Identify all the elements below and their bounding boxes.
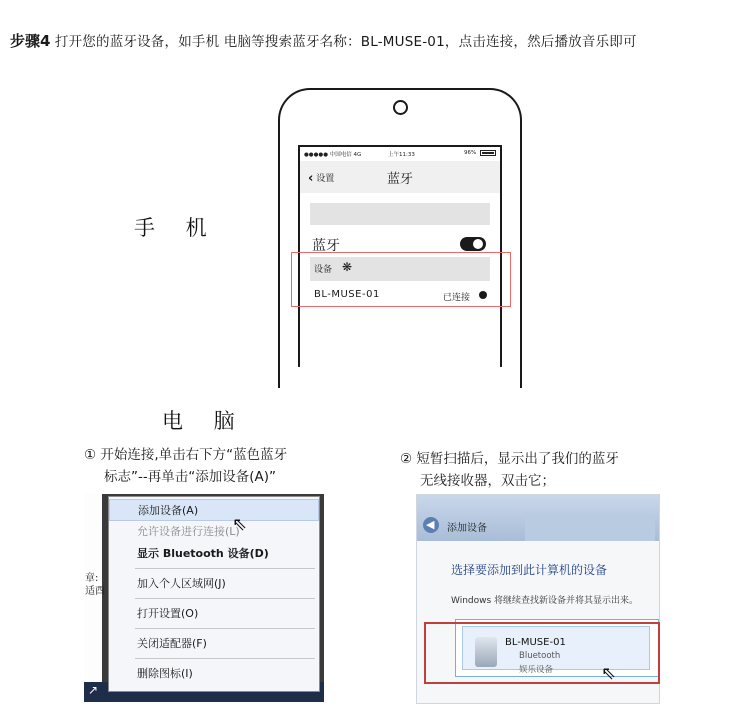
chevron-left-icon: ‹ (308, 171, 314, 186)
phone-nav-bar (300, 161, 500, 193)
highlight-box (291, 252, 511, 307)
context-menu (108, 496, 320, 692)
menu-item-add-device[interactable]: 添加设备(A) (109, 499, 319, 521)
right-caption-line1: ② 短暂扫描后，显示出了我们的蓝牙 (400, 451, 619, 467)
window-edge-text: 章: 适酉 (85, 573, 105, 597)
right-caption-line2: 无线接收器，双击它； (420, 473, 555, 489)
context-menu-screenshot (84, 494, 324, 702)
menu-separator (135, 628, 315, 629)
menu-separator (135, 598, 315, 599)
dialog-title-bar (417, 495, 659, 541)
window-edge (84, 494, 102, 702)
loading-spinner-icon: ❋ (342, 260, 353, 274)
status-time: 上午11:33 (388, 152, 415, 158)
right-caption (400, 448, 619, 492)
back-arrow-button[interactable] (423, 517, 439, 533)
device-tile-category: 娱乐设备 (519, 665, 554, 675)
back-label: 设置 (316, 174, 335, 184)
toggle-knob (473, 239, 483, 249)
menu-separator (135, 568, 315, 569)
left-caption-line1: ① 开始连接,单击右下方“蓝色蓝牙 (84, 447, 288, 463)
dialog-heading: 选择要添加到此计算机的设备 (451, 563, 608, 577)
phone-label: 手 机 (134, 216, 219, 240)
step-number: 步骤4 (10, 32, 51, 50)
devices-label: 设备 (314, 265, 333, 275)
menu-item-remove-icon[interactable]: 删除图标(I) (137, 667, 193, 680)
battery-icon (480, 150, 496, 156)
carrier-text: ●●●●● 中国电信 4G (304, 152, 362, 158)
arrow-left-icon: ◀ (426, 518, 435, 531)
left-caption-line2: 标志”--再单击“添加设备(A)” (104, 469, 276, 485)
device-tile-type: Bluetooth (519, 651, 561, 661)
dialog-title: 添加设备 (447, 523, 487, 534)
dialog-subtitle: Windows 将继续查找新设备并将其显示出来。 (451, 596, 639, 606)
front-camera-icon (393, 100, 408, 115)
bluetooth-toggle[interactable] (460, 237, 486, 251)
bluetooth-label: 蓝牙 (312, 238, 340, 254)
step-heading (10, 30, 637, 51)
menu-separator (135, 658, 315, 659)
left-caption (84, 444, 287, 488)
device-highlight-box (424, 622, 660, 684)
title-bar-tab (525, 515, 655, 541)
device-name[interactable]: BL-MUSE-01 (314, 289, 380, 300)
blank-row (310, 203, 490, 225)
step-instruction: 打开您的蓝牙设备，如手机 电脑等搜索蓝牙名称：BL-MUSE-01，点击连接，然后播放音乐即可 (54, 34, 637, 50)
menu-item-join-pan[interactable]: 加入个人区域网(J) (137, 577, 226, 590)
taskbar-arrow-icon: ↗ (88, 683, 99, 697)
menu-item-disable-adapter[interactable]: 关闭适配器(F) (137, 637, 207, 650)
status-bar (300, 147, 500, 161)
device-status: 已连接 (443, 293, 471, 303)
mouse-cursor-icon: ⇖ (601, 663, 617, 684)
menu-item-show-devices[interactable]: 显示 Bluetooth 设备(D) (137, 547, 269, 560)
mouse-cursor-icon: ⇖ (232, 514, 248, 535)
battery-text: 96% (464, 150, 477, 156)
menu-item-allow-connect[interactable]: 允许设备进行连接(L) (137, 525, 240, 538)
page-title: 蓝牙 (386, 172, 413, 187)
device-tile-name: BL-MUSE-01 (505, 637, 566, 648)
phone-mockup (278, 88, 522, 388)
menu-item-open-settings[interactable]: 打开设置(O) (137, 607, 199, 620)
computer-label: 电 脑 (162, 409, 247, 433)
